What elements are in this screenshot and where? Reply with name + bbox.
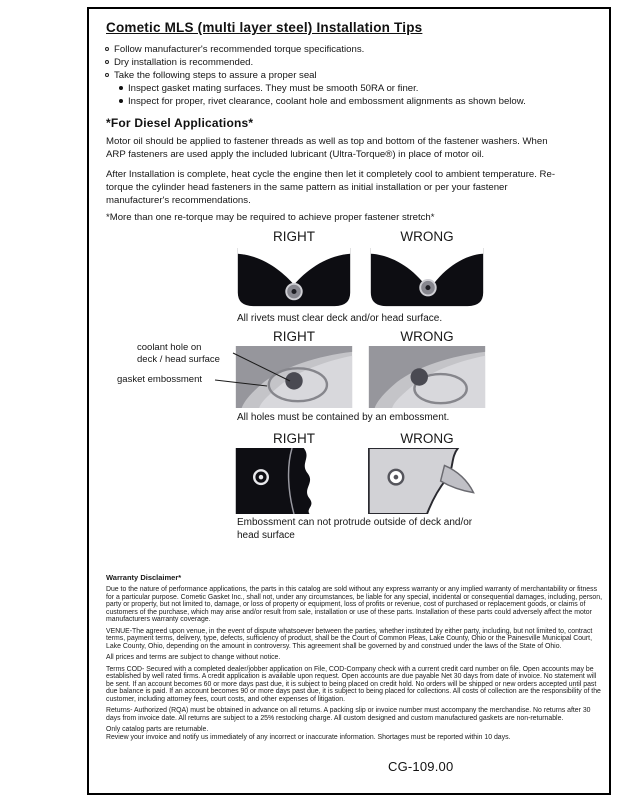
diesel-paragraph: After Installation is complete, heat cycle the engine then let it completely cool to ambient temperature. Re-torque the cylinder head fasteners in the same pattern as initial installation or per your fastener manufacturer's recommendations.	[106, 169, 556, 206]
right-column-label: RIGHT	[273, 431, 315, 446]
bullet-circle-icon	[105, 47, 109, 51]
disclaimer-paragraph: Terms COD- Secured with a completed dealer/jobber application on File, COD-Company check with a current credit card number on file. Open accounts may be established by well rated firms. A credit application is available upon request. Open accounts are due payable Net 30 days from date of invoice. No statement will be sent. If an account becomes 60 or more days past due, it is subject to being placed on credit hold. No orders will be shipped or new orders accepted until past due balance is paid. If an account becomes 90 or more days past due, it is subject to being placed for collections. All costs of collection are the responsibility of the customer, including attorney fees, court costs, and other expenses of litigation.	[106, 665, 601, 703]
embossment-edge-wrong-diagram	[368, 448, 486, 514]
embossment-not-contained-icon	[368, 346, 486, 408]
disclaimer-paragraph: Returns- Authorized (RQA) must be obtained in advance on all returns. A packing slip or invoice number must accompany the merchandise. No returns after 30 days from invoice date. All returns are subject to a 25% restocking charge. All custom designed and custom manufactured gaskets are non-returnable.	[106, 707, 591, 722]
disclaimer-paragraph: Only catalog parts are returnable.	[106, 726, 209, 733]
bullet-dot-icon	[119, 86, 123, 90]
disclaimer-paragraph: Due to the nature of performance applications, the parts in this catalog are sold without any express warranty or any implied warranty of merchantability or fitness for a particular purpose. Cometic Gasket Inc., shall not, under any circumstances, be liable for any special, incidental or consequential damages, including, person, party or property, but not limited to, damage, or loss of property or equipment, loss of profits or revenue, cost of purchased or replacement goods, or claims of customers of the purchase, which may arise and/or result from sale, installation or use of these parts. Installation of these parts could adversely affect the motor manufacturers warranty coverage.	[106, 586, 603, 623]
retorque-note: *More than one re-torque may be required to achieve proper fastener stretch*	[106, 212, 435, 223]
coolant-hole-right-diagram	[235, 346, 353, 408]
embossment-contained-icon	[235, 346, 353, 408]
warranty-disclaimer-heading: Warranty Disclaimer*	[106, 573, 182, 582]
deck-rivet-wrong-icon	[368, 246, 486, 308]
rivet-clearance-right-diagram	[235, 246, 353, 308]
right-column-label: RIGHT	[273, 329, 315, 344]
list-item	[119, 95, 593, 108]
embossment-inside-deck-icon	[235, 448, 353, 514]
list-item	[105, 43, 593, 56]
wrong-column-label: WRONG	[400, 229, 454, 244]
tip-text: Inspect gasket mating surfaces. They must be smooth 50RA or finer.	[128, 83, 419, 94]
gasket-embossment-callout: gasket embossment	[117, 374, 203, 385]
disclaimer-paragraph: Review your invoice and notify us immediately of any incorrect or inaccurate information. Shortages must be reported within 10 days.	[106, 733, 511, 741]
list-item	[105, 56, 593, 69]
tip-text: Dry installation is recommended.	[114, 57, 254, 68]
disclaimer-paragraph: VENUE-The agreed upon venue, in the event of dispute whatsoever between the parties, whether instituted by either party, including, but not limited to, contract terms, payment terms, delivery, type, defects, sufficiency of product, shall be the Court of Common Pleas, Lake County, Ohio or the Painesville Municipal Court, Lake County, Ohio, depending on the amount in controversy. This agreement shall be governed by and construed under the laws of the State of Ohio.	[106, 627, 593, 650]
coolant-hole-wrong-diagram	[368, 346, 486, 408]
tip-text: Follow manufacturer's recommended torque specifications.	[114, 44, 365, 55]
bullet-circle-icon	[105, 73, 109, 77]
disclaimer-paragraph: All prices and terms are subject to change without notice.	[106, 654, 281, 661]
deck-rivet-right-icon	[235, 246, 353, 308]
page-number: CG-109.00	[388, 759, 454, 774]
coolant-hole-callout: coolant hole on deck / head surface	[137, 342, 220, 365]
wrong-column-label: WRONG	[400, 329, 454, 344]
installation-tips-list	[105, 43, 593, 108]
wrong-column-label: WRONG	[400, 431, 454, 446]
right-column-label: RIGHT	[273, 229, 315, 244]
diesel-applications-heading: *For Diesel Applications*	[106, 116, 254, 130]
embossment-caption: Embossment can not protrude outside of deck and/or head surface	[237, 517, 473, 541]
tip-text: Take the following steps to assure a proper seal	[114, 70, 317, 81]
tip-text: Inspect for proper, rivet clearance, coolant hole and embossment alignments as shown below.	[128, 96, 526, 107]
diesel-paragraph: Motor oil should be applied to fastener threads as well as top and bottom of the fastener washers. When ARP fasteners are used apply the included lubricant (Ultra-Torque®) in place of motor oil.	[106, 136, 548, 160]
embossment-edge-right-diagram	[235, 448, 353, 514]
list-item	[119, 82, 593, 95]
bullet-dot-icon	[119, 99, 123, 103]
warranty-disclaimer	[106, 573, 603, 745]
bullet-circle-icon	[105, 60, 109, 64]
list-item	[105, 69, 593, 82]
embossment-protruding-icon	[368, 448, 486, 514]
holes-caption: All holes must be contained by an embossment.	[237, 412, 450, 423]
rivet-clearance-wrong-diagram	[368, 246, 486, 308]
page-title: Cometic MLS (multi layer steel) Installation Tips	[106, 20, 423, 35]
rivet-caption: All rivets must clear deck and/or head surface.	[237, 313, 443, 324]
